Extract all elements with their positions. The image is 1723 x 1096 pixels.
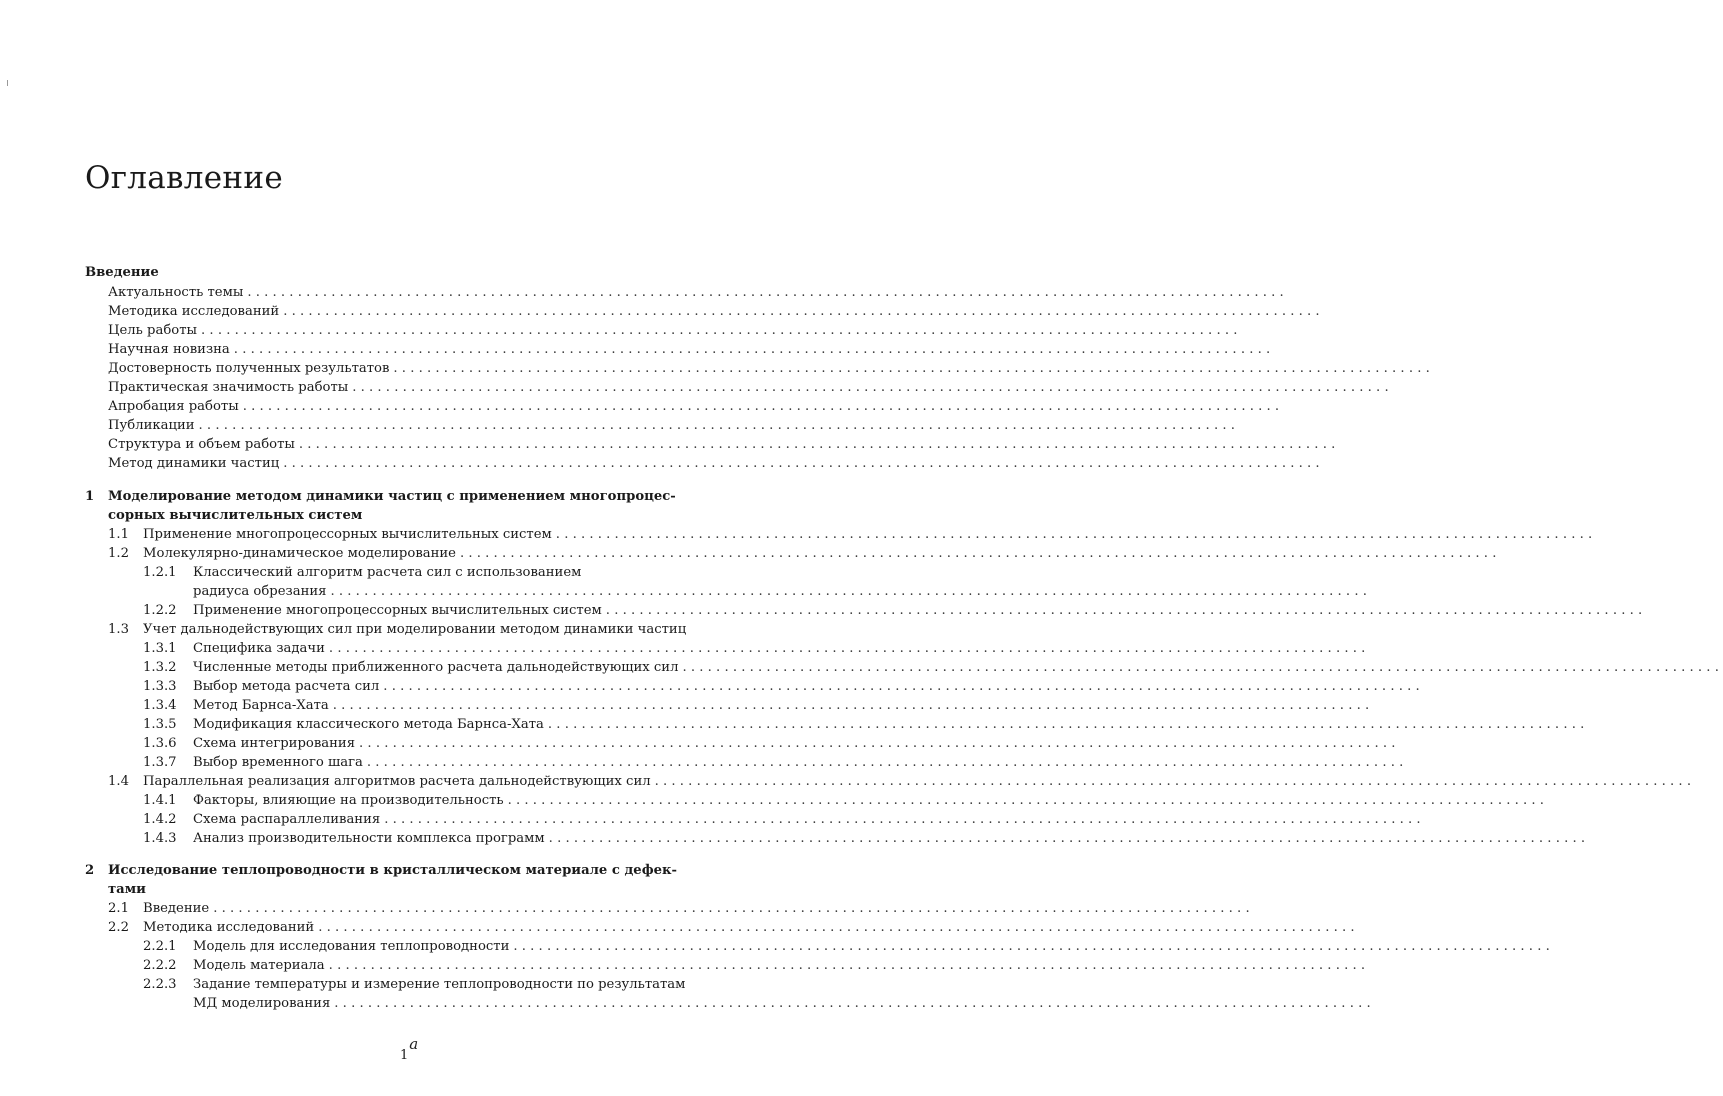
section-number: 1.3.2: [143, 660, 177, 675]
dot-leader: ............................................................................................................................: [555, 527, 1597, 542]
dot-leader: ............................................................................................................................: [247, 285, 1288, 300]
dot-leader: ............................................................................................................................: [198, 418, 1240, 433]
toc-label: Публикации: [108, 416, 199, 435]
dot-leader: ............................................................................................................................: [547, 717, 1589, 732]
dot-leader: ............................................................................................................................: [318, 920, 1359, 935]
dot-leader: ............................................................................................................................: [330, 584, 1372, 599]
dot-leader: ............................................................................................................................: [459, 546, 1501, 561]
toc-label: Методика исследований: [143, 918, 318, 937]
toc-label: Апробация работы: [108, 397, 243, 416]
page-number: 1: [400, 1048, 409, 1063]
toc-label: Модель материала: [193, 956, 329, 975]
section-number: 1.3.5: [143, 717, 177, 732]
chapter-title: Исследование теплопроводности в кристаллическом материале с дефек-: [108, 863, 677, 878]
chapter-title-cont: сорных вычислительных систем: [108, 506, 366, 525]
dot-leader: ............................................................................................................................: [513, 939, 1554, 954]
scan-mark: [7, 80, 8, 86]
dot-leader: ............................................................................................................................: [384, 812, 1425, 827]
chapter-number: 1: [85, 489, 95, 504]
dot-leader: ............................................................................................................................: [328, 958, 1370, 973]
toc-label: Применение многопроцессорных вычислительных систем: [193, 601, 606, 620]
toc-label: Молекулярно-динамическое моделирование: [143, 544, 460, 563]
dot-leader: ............................................................................................................................: [352, 380, 1393, 395]
dot-leader: ............................................................................................................................: [332, 698, 1374, 713]
section-number: 1.4: [108, 774, 129, 789]
dot-leader: ............................................................................................................................: [605, 603, 1647, 618]
dot-leader: ............................................................................................................................: [201, 323, 1242, 338]
section-number: 2.2.1: [143, 939, 177, 954]
toc-label: Специфика задачи: [193, 639, 329, 658]
dot-leader: ............................................................................................................................: [298, 437, 1340, 452]
dot-leader: ............................................................................................................................: [366, 755, 1408, 770]
section-number: 1.3.3: [143, 679, 177, 694]
toc-label: Практическая значимость работы: [108, 378, 352, 397]
dot-leader: ............................................................................................................................: [682, 660, 1723, 675]
toc-label: Численные методы приближенного расчета дальнодействующих сил: [193, 658, 682, 677]
section-number: 1.3.7: [143, 755, 177, 770]
toc-label: Введение: [143, 899, 213, 918]
section-number: 2.2: [108, 920, 129, 935]
toc-label: Применение многопроцессорных вычислительных систем: [143, 525, 556, 544]
toc-label-line1: Задание температуры и измерение теплопроводности по результатам: [193, 977, 686, 992]
section-number: 2.1: [108, 901, 129, 916]
dot-leader: ............................................................................................................................: [233, 342, 1275, 357]
dot-leader: ............................................................................................................................: [283, 456, 1324, 471]
chapter-title: Моделирование методом динамики частиц с применением многопроцес-: [108, 489, 676, 504]
dot-leader: ............................................................................................................................: [383, 679, 1424, 694]
toc-label: МД моделирования: [193, 994, 334, 1013]
section-number: 2.2.3: [143, 977, 177, 992]
toc-label: Модификация классического метода Барнса-Хата: [193, 715, 548, 734]
toc-label: Учет дальнодействующих сил при моделировании методом динамики частиц: [143, 620, 690, 639]
toc-label: Методика исследований: [108, 302, 283, 321]
dot-leader: ............................................................................................................................: [283, 304, 1324, 319]
section-number: 1.3: [108, 622, 129, 637]
section-number: 1.3.1: [143, 641, 177, 656]
section-number: 1.4.1: [143, 793, 177, 808]
chapter-title-cont: тами: [108, 880, 150, 899]
toc-label: Факторы, влияющие на производительность: [193, 791, 508, 810]
toc-label: Метод Барнса-Хата: [193, 696, 333, 715]
section-number: 1.3.4: [143, 698, 177, 713]
toc-label: Метод динамики частиц: [108, 454, 283, 473]
toc-label: радиуса обрезания: [193, 582, 331, 601]
page-footer: [400, 1035, 419, 1063]
toc-label: Выбор временного шага: [193, 753, 367, 772]
toc-label: Параллельная реализация алгоритмов расчета дальнодействующих сил: [143, 772, 655, 791]
toc-label: Структура и объем работы: [108, 435, 299, 454]
dot-leader: ............................................................................................................................: [328, 641, 1370, 656]
section-number: 1.2: [108, 546, 129, 561]
section-number: 1.1: [108, 527, 129, 542]
chapter-number: 2: [85, 863, 95, 878]
page-title: Оглавление: [85, 160, 283, 196]
dot-leader: ............................................................................................................................: [393, 361, 1435, 376]
toc-label: Модель для исследования теплопроводности: [193, 937, 513, 956]
toc-label: Схема интегрирования: [193, 734, 359, 753]
section-number: 1.2.1: [143, 565, 177, 580]
section-number: 1.3.6: [143, 736, 177, 751]
dot-leader: ............................................................................................................................: [507, 793, 1549, 808]
dot-leader: ............................................................................................................................: [548, 831, 1590, 846]
toc-label: Анализ производительности комплекса программ: [193, 829, 549, 848]
section-number: 1.2.2: [143, 603, 177, 618]
toc-label: Введение: [85, 263, 163, 282]
dot-leader: ............................................................................................................................: [334, 996, 1375, 1011]
section-number: 2.2.2: [143, 958, 177, 973]
toc-label: Достоверность полученных результатов: [108, 359, 393, 378]
toc-label: Схема распараллеливания: [193, 810, 384, 829]
section-number: 1.4.3: [143, 831, 177, 846]
section-number: 1.4.2: [143, 812, 177, 827]
toc-label: Выбор метода расчета сил: [193, 677, 383, 696]
dot-leader: ............................................................................................................................: [654, 774, 1696, 789]
dot-leader: ............................................................................................................................: [242, 399, 1284, 414]
dot-leader: ............................................................................................................................: [359, 736, 1400, 751]
toc-label: Цель работы: [108, 321, 201, 340]
handwritten-mark: a: [409, 1035, 419, 1053]
toc-label: Научная новизна: [108, 340, 234, 359]
toc-label-line1: Классический алгоритм расчета сил с использованием: [193, 565, 582, 580]
toc-label: Актуальность темы: [108, 283, 247, 302]
dot-leader: ............................................................................................................................: [213, 901, 1254, 916]
